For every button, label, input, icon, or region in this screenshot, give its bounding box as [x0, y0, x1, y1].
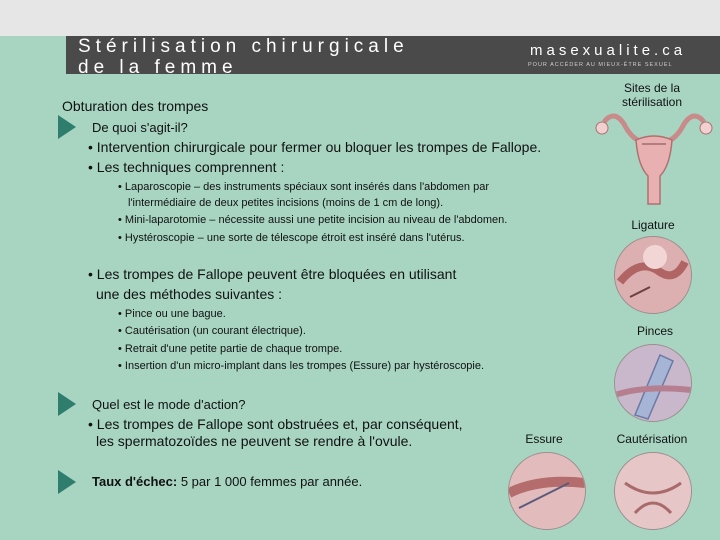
failure-rate — [92, 474, 362, 489]
method-item: • Cautérisation (un courant électrique). — [118, 325, 306, 337]
bullet-arrow-icon — [58, 115, 76, 139]
caption-cauterisation: Cautérisation — [616, 432, 688, 446]
method-item: • Pince ou une bague. — [118, 308, 226, 320]
essure-image — [508, 452, 586, 530]
site-logo: masexualite.ca — [530, 42, 687, 59]
technique-item: l'intermédiaire de deux petites incisions (moins de 1 cm de long). — [128, 197, 444, 209]
caption-pinces: Pinces — [636, 324, 674, 338]
q1-bullet: • Intervention chirurgicale pour fermer ou bloquer les trompes de Fallope. — [88, 139, 542, 155]
q2-line: • Les trompes de Fallope sont obstruées et, par conséquent, — [88, 416, 463, 432]
section-title: Obturation des trompes — [62, 98, 209, 114]
method-item: • Retrait d'une petite partie de chaque trompe. — [118, 343, 343, 355]
q2-line: les spermatozoïdes ne peuvent se rendre à l'ovule. — [96, 433, 413, 449]
bullet-arrow-icon — [58, 392, 76, 416]
blocked-line: une des méthodes suivantes : — [96, 286, 283, 302]
technique-item: • Mini-laparotomie – nécessite aussi une petite incision au niveau de l'abdomen. — [118, 214, 508, 226]
slide-title — [78, 36, 409, 78]
slide-title-line1: Stérilisation chirurgicale — [78, 36, 409, 57]
site-tagline: POUR ACCÉDER AU MIEUX-ÊTRE SEXUEL — [528, 62, 673, 68]
failure-rate-value: 5 par 1 000 femmes par année. — [180, 474, 363, 489]
uterus-illustration — [594, 104, 714, 214]
bullet-arrow-icon — [58, 470, 76, 494]
cauterisation-image — [614, 452, 692, 530]
pinces-image — [614, 344, 692, 422]
caption-ligature: Ligature — [631, 218, 675, 232]
slide-title-line2: de la femme — [78, 57, 238, 78]
failure-rate-label: Taux d'échec: — [92, 474, 178, 489]
q1-bullet: • Les techniques comprennent : — [88, 159, 285, 175]
caption-essure: Essure — [525, 432, 563, 446]
method-item: • Insertion d'un micro-implant dans les trompes (Essure) par hystéroscopie. — [118, 360, 485, 372]
technique-item: • Hystéroscopie – une sorte de télescope étroit est inséré dans l'utérus. — [118, 232, 465, 244]
technique-item: • Laparoscopie – des instruments spéciaux sont insérés dans l'abdomen par — [118, 181, 489, 193]
blocked-line: • Les trompes de Fallope peuvent être bloquées en utilisant — [88, 266, 457, 282]
ligature-image — [614, 236, 692, 314]
q1-label: De quoi s'agit-il? — [92, 120, 188, 135]
caption-sites: Sites de la stérilisation — [621, 81, 683, 109]
q2-label: Quel est le mode d'action? — [92, 397, 246, 412]
top-band — [0, 0, 720, 36]
